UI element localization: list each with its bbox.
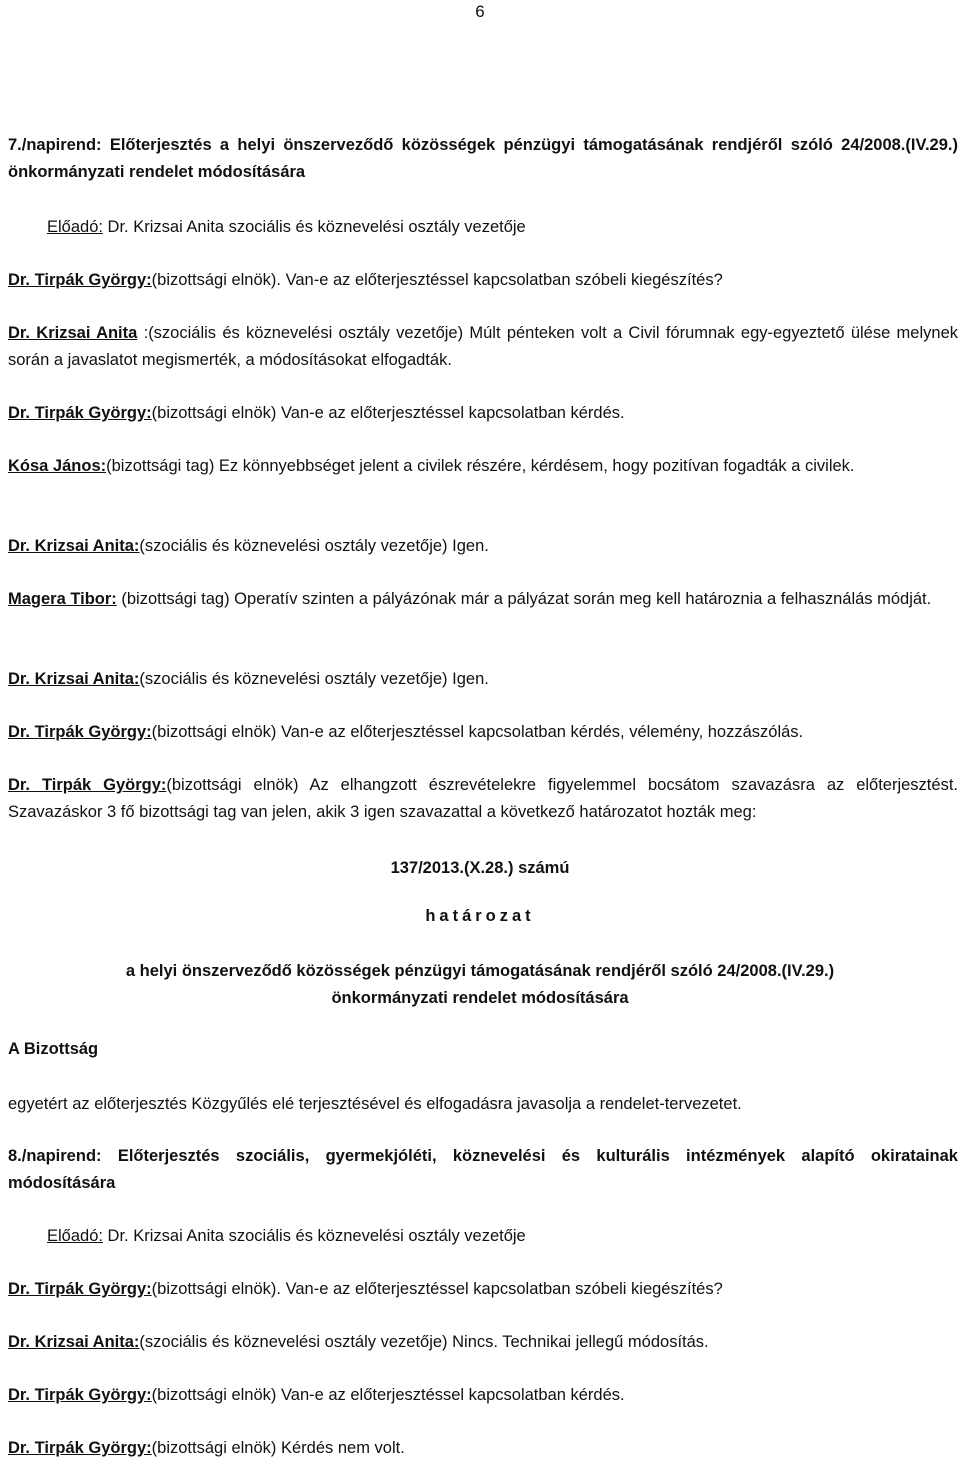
agenda-8-heading	[8, 1143, 958, 1197]
presenter-text: Dr. Krizsai Anita szociális és köznevelési osztály vezetője	[102, 1227, 526, 1245]
statement-text: (szociális és köznevelési osztály vezetője) Igen.	[139, 537, 489, 555]
agenda-7-heading	[8, 132, 958, 186]
speaker: Dr. Tirpák György:	[8, 404, 152, 422]
statement-text: (bizottsági elnök) Kérdés nem volt.	[151, 1439, 405, 1457]
statement	[8, 666, 958, 693]
speaker: Dr. Tirpák György:	[8, 776, 167, 794]
statement	[8, 586, 958, 613]
speaker: Dr. Tirpák György:	[8, 271, 152, 289]
resolution-number: 137/2013.(X.28.) számú	[390, 859, 570, 877]
page-number: 6	[475, 2, 485, 21]
resolution-subject-line-2: önkormányzati rendelet módosítására	[331, 989, 629, 1007]
statement-text: (bizottsági elnök) Van-e az előterjesztéssel kapcsolatban kérdés, vélemény, hozzászólás.	[151, 723, 804, 741]
statement-text: (szociális és köznevelési osztály vezetője) Igen.	[139, 670, 489, 688]
statement-text: (bizottsági elnök). Van-e az előterjesztéssel kapcsolatban szóbeli kiegészítés?	[151, 1280, 723, 1298]
presenter-label: Előadó:	[47, 1227, 103, 1245]
statement	[8, 320, 958, 374]
speaker: Dr. Tirpák György:	[8, 723, 152, 741]
statement-text: (bizottsági tag) Operatív szinten a pályázónak már a pályázat során meg kell határoznia a felhasználás módját.	[116, 590, 932, 608]
presenter-text: Dr. Krizsai Anita szociális és köznevelési osztály vezetője	[102, 218, 526, 236]
statement	[8, 400, 958, 427]
statement-text: :(szociális és köznevelési osztály vezetője) Múlt pénteken volt a Civil fórumnak egy-egyeztető ülése melynek során a javaslatot megismerték, a módosításokat elfogadták.	[8, 324, 958, 369]
speaker: Dr. Krizsai Anita:	[8, 537, 140, 555]
statement-text: (szociális és köznevelési osztály vezetője) Nincs. Technikai jellegű módosítás.	[139, 1333, 709, 1351]
presenter-label: Előadó:	[47, 218, 103, 236]
statement	[8, 1382, 958, 1409]
resolution-body-text: egyetért az előterjesztés Közgyűlés elé terjesztésével és elfogadásra javasolja a rendelet-tervezetet.	[8, 1095, 742, 1113]
statement	[8, 1329, 958, 1356]
statement	[8, 533, 958, 560]
speaker: Dr. Krizsai Anita:	[8, 1333, 140, 1351]
statement	[8, 719, 958, 746]
speaker: Dr. Tirpák György:	[8, 1280, 152, 1298]
agenda-7-title: Előterjesztés a helyi önszerveződő közösségek pénzügyi támogatásának rendjéről szóló 24/2008.(IV.29.) önkormányzati rendelet módosítására	[8, 136, 958, 181]
statement	[8, 1276, 958, 1303]
speaker: Dr. Tirpák György:	[8, 1439, 152, 1457]
statement-text: (bizottsági elnök). Van-e az előterjesztéssel kapcsolatban szóbeli kiegészítés?	[151, 271, 723, 289]
statement-text: (bizottsági elnök) Van-e az előterjesztéssel kapcsolatban kérdés.	[151, 1386, 625, 1404]
resolution-heading: határozat	[425, 907, 535, 925]
speaker: Kósa János:	[8, 457, 107, 475]
agenda-8-title: Előterjesztés szociális, gyermekjóléti, köznevelési és kulturális intézmények alapító okiratainak módosítására	[8, 1147, 958, 1192]
agenda-8-presenter	[47, 1223, 960, 1250]
agenda-8-label: 8./napirend:	[8, 1147, 102, 1165]
agenda-7-presenter	[47, 214, 960, 241]
statement	[8, 267, 958, 294]
resolution-body-label: A Bizottság	[8, 1040, 99, 1058]
statement	[8, 772, 958, 826]
statement-text: (bizottsági elnök) Az elhangzott észrevételekre figyelemmel bocsátom szavazásra az előterjesztést. Szavazáskor 3 fő bizottsági tag van jelen, akik 3 igen szavazattal a következő határozatot hozták meg:	[8, 776, 958, 821]
speaker: Dr. Krizsai Anita	[8, 324, 138, 342]
speaker: Magera Tibor:	[8, 590, 117, 608]
resolution-subject-line-1: a helyi önszerveződő közösségek pénzügyi támogatásának rendjéről szóló 24/2008.(IV.29.)	[125, 962, 835, 980]
agenda-7-label: 7./napirend:	[8, 136, 102, 154]
speaker: Dr. Krizsai Anita:	[8, 670, 140, 688]
statement-text: (bizottsági elnök) Van-e az előterjesztéssel kapcsolatban kérdés.	[151, 404, 625, 422]
statement-text: (bizottsági tag) Ez könnyebbséget jelent a civilek részére, kérdésem, hogy pozitívan fogadták a civilek.	[106, 457, 855, 475]
statement	[8, 1435, 958, 1462]
speaker: Dr. Tirpák György:	[8, 1386, 152, 1404]
statement	[8, 453, 958, 480]
